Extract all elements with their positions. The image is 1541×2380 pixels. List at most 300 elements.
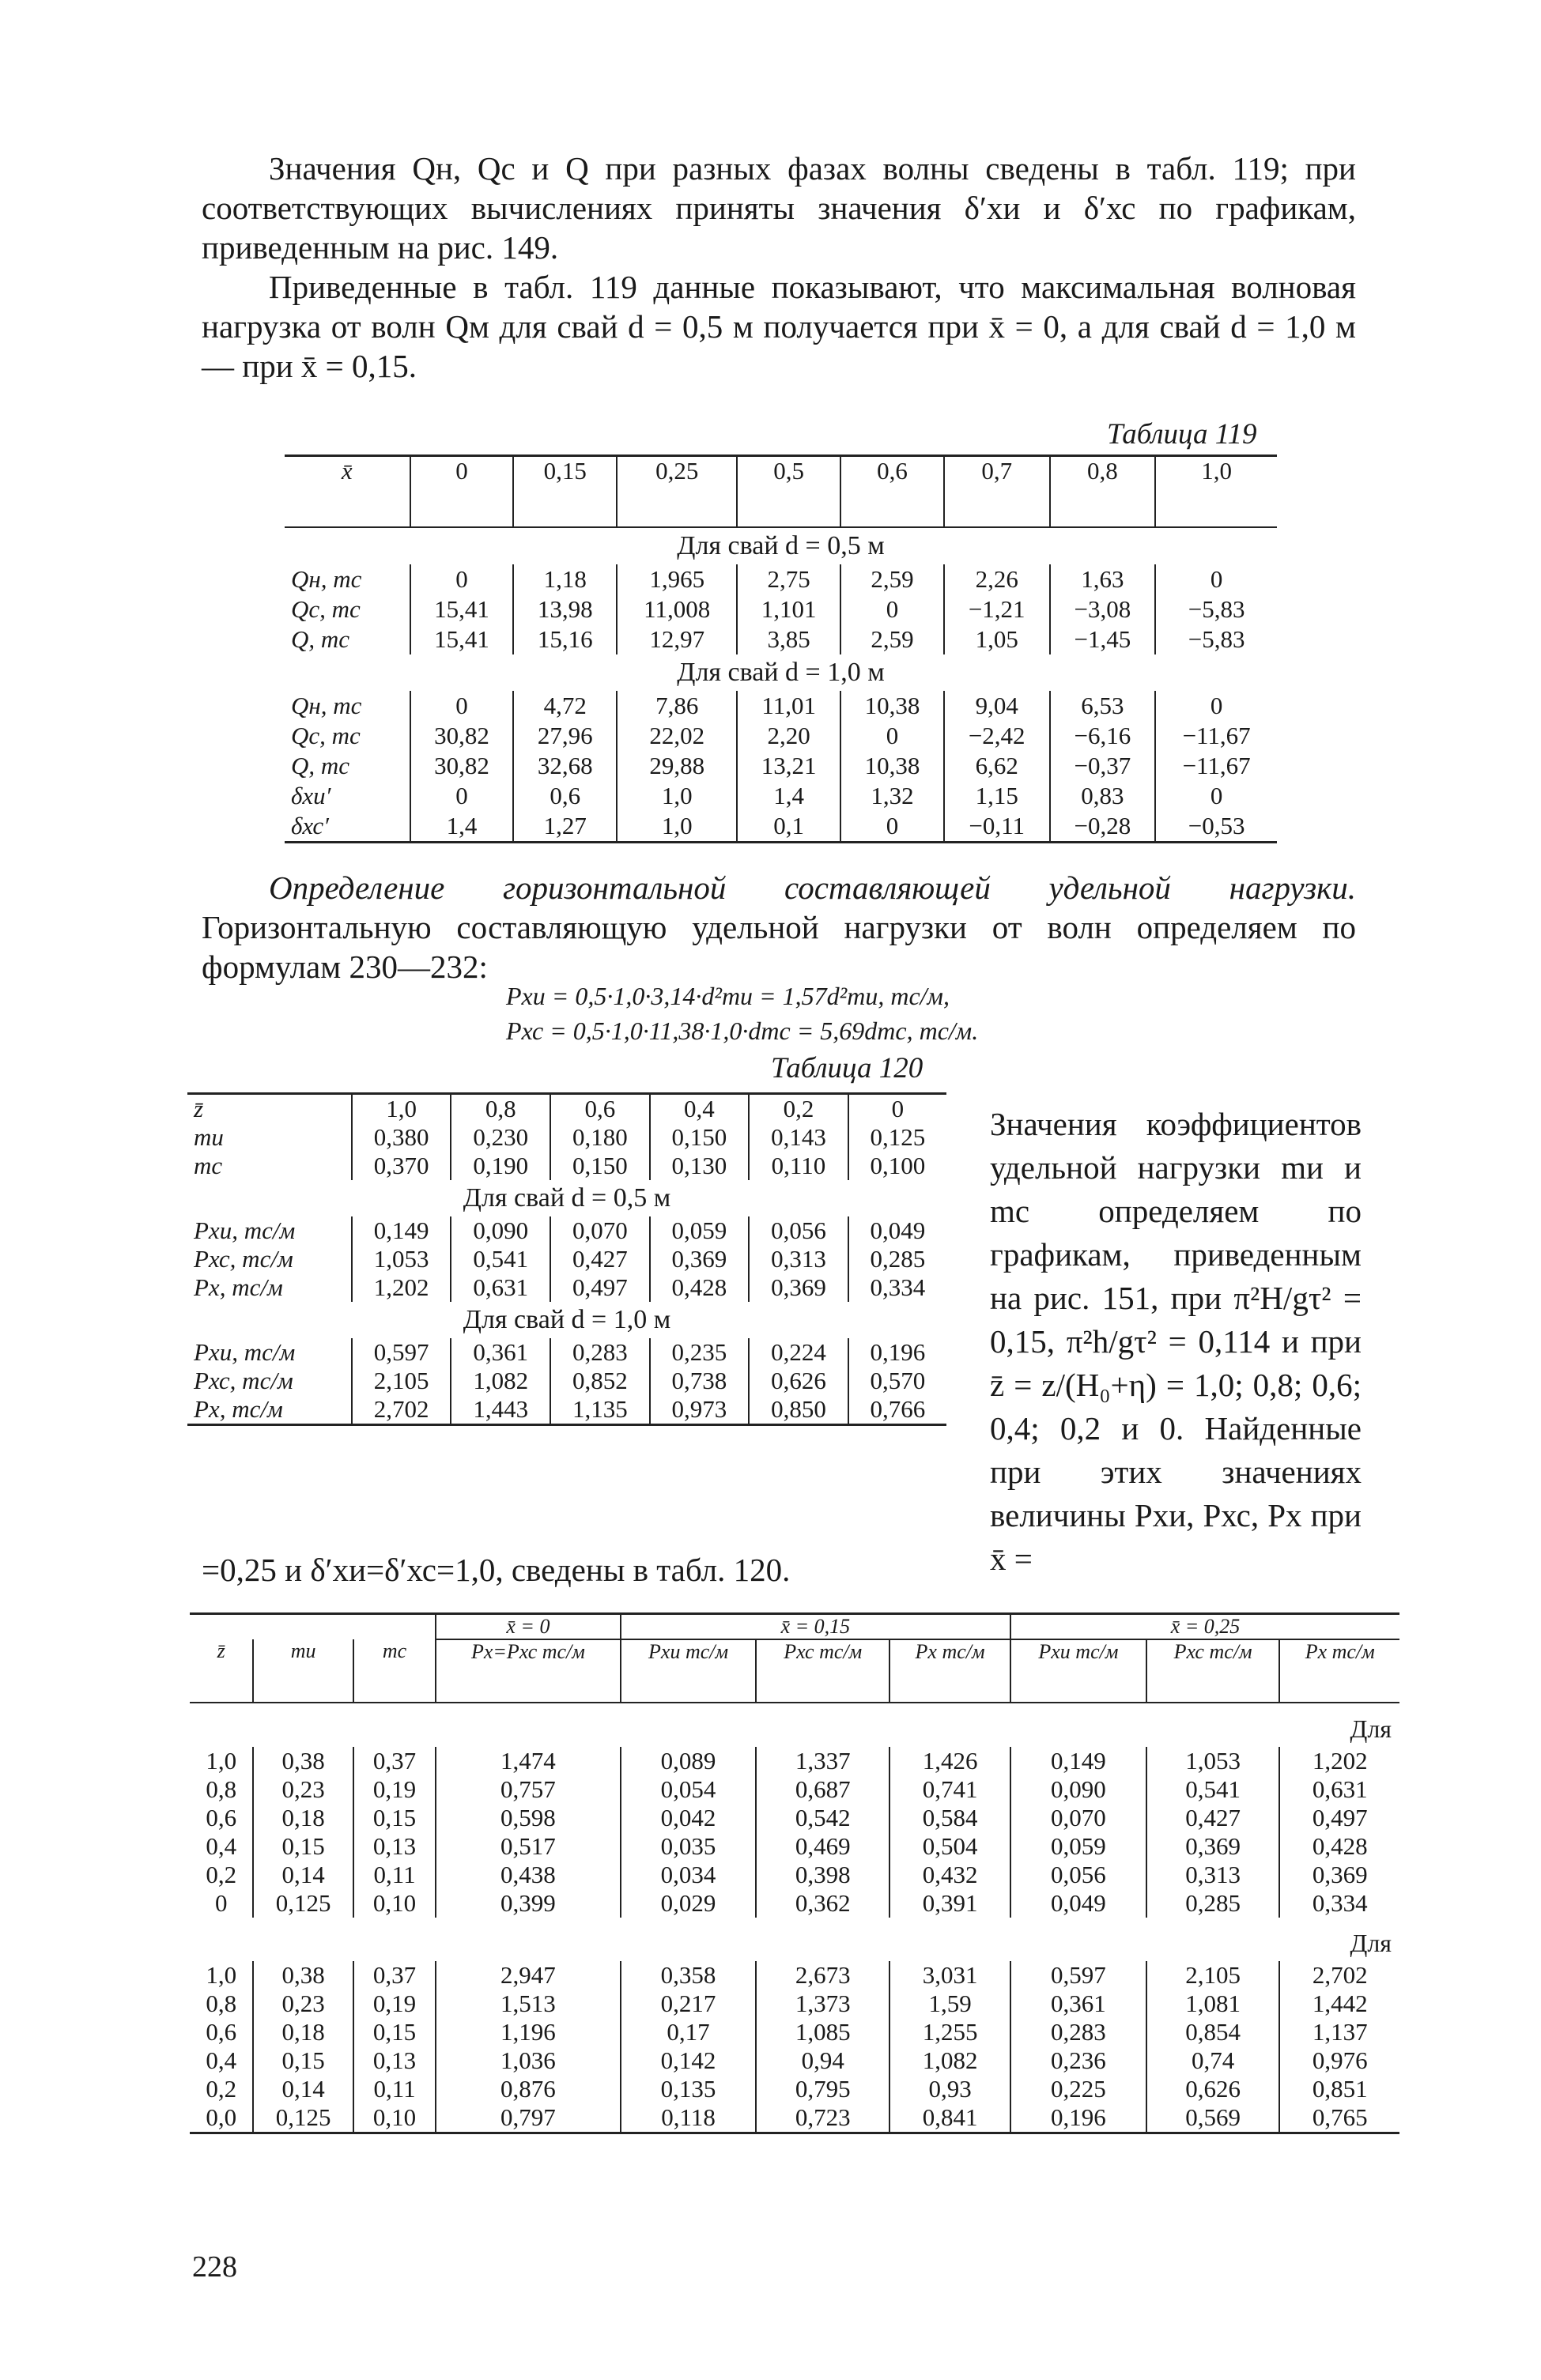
table-bottom-column-header-row (190, 1639, 1399, 1703)
table-bottom-cell: 0,056 (1010, 1861, 1146, 1889)
table-bottom-column-header: mи (253, 1639, 353, 1703)
table-bottom-cell: 1,082 (889, 2046, 1010, 2075)
table-row (187, 1338, 946, 1367)
table-bottom-cell: 0,976 (1279, 2046, 1399, 2075)
table-119-cell: 2,26 (944, 564, 1050, 594)
table-bottom-cell: 0,236 (1010, 2046, 1146, 2075)
table-bottom-cell: 2,105 (1146, 1961, 1280, 1990)
table-119-cell: −0,11 (944, 811, 1050, 843)
table-bottom-cell: 0,469 (756, 1832, 889, 1861)
table-119-cell: −5,83 (1155, 594, 1277, 624)
table-119-cell: −11,67 (1155, 721, 1277, 751)
table-bottom-cell: 0,4 (206, 1832, 237, 1860)
table-119-cell: 0 (410, 781, 514, 811)
table-119-cell: 0 (1155, 691, 1277, 721)
table-row (285, 691, 1277, 721)
table-119-cell: −1,45 (1050, 624, 1156, 654)
table-119 (285, 455, 1277, 843)
table-row (285, 811, 1277, 843)
table-120-cell: 0,100 (848, 1152, 946, 1180)
table-119-cell: −11,67 (1155, 751, 1277, 781)
table-bottom-cell: 0,854 (1146, 2018, 1280, 2046)
table-row (190, 2075, 1399, 2103)
table-119-cell: 0 (410, 564, 514, 594)
table-bottom-group-blank (190, 1614, 436, 1640)
table-bottom-cell: 1,426 (889, 1747, 1010, 1775)
table-bottom-cell: 0,2 (206, 2075, 237, 2103)
table-120-cell: 0,230 (451, 1123, 550, 1152)
table-119-cell: 0,1 (737, 811, 840, 843)
table-120-cell: 0,427 (550, 1245, 650, 1273)
table-bottom-column-header: Pх тс/м (889, 1639, 1010, 1703)
table-bottom-cell: 1,337 (756, 1747, 889, 1775)
table-119-cell: 0 (410, 691, 514, 721)
table-bottom-cell: 0,19 (353, 1990, 436, 2018)
table-bottom-cell: 0,283 (1010, 2018, 1146, 2046)
table-119-cell: 1,32 (840, 781, 944, 811)
table-bottom-cell: 0,125 (253, 2103, 353, 2133)
table-bottom-column-header: Pх тс/м (1279, 1639, 1399, 1703)
table-bottom-cell: 0,74 (1146, 2046, 1280, 2075)
table-120-cell: 0,196 (848, 1338, 946, 1367)
table-bottom-cell: 0,765 (1279, 2103, 1399, 2133)
table-bottom-cell: 0,14 (253, 2075, 353, 2103)
table-119-cell: 30,82 (410, 751, 514, 781)
table-120-cell: 0,369 (749, 1273, 848, 1302)
side-column-text: Значения коэффициентов удельной нагрузки mи и mс определяем по графикам, приведенным на рис. 151, при π²H/gτ² = 0,15, π²h/gτ² = 0,114 и при z̄ = z/(H₀+η) = 1,0; 0,8; 0,6; 0,4; 0,2 и 0. Найденные при этих значениях величины Pхи, Pхс, Pх при x̄ = (990, 1106, 1362, 1577)
table-row (187, 1216, 946, 1245)
table-119-cell: 15,41 (410, 624, 514, 654)
table-bottom-cell: 0,135 (621, 2075, 757, 2103)
table-119-cell: 1,101 (737, 594, 840, 624)
table-120-cell: 0,125 (848, 1123, 946, 1152)
table-119-cell: 32,68 (513, 751, 617, 781)
table-119-cell: 2,59 (840, 564, 944, 594)
table-bottom-cell: 0,8 (206, 1990, 237, 2017)
table-119-cell: 7,86 (617, 691, 737, 721)
table-119-cell: 11,01 (737, 691, 840, 721)
table-119-cell: −0,37 (1050, 751, 1156, 781)
table-120-cell: 0,369 (650, 1245, 750, 1273)
table-120-cell: 0,059 (650, 1216, 750, 1245)
table-bottom-cell: 0,059 (1010, 1832, 1146, 1861)
table-bottom-cell: 0,196 (1010, 2103, 1146, 2133)
table-119-row-label: δхи′ (291, 781, 331, 809)
table-bottom-cell: 0,217 (621, 1990, 757, 2018)
table-bottom-cell: 0,391 (889, 1889, 1010, 1918)
table-bottom-cell: 1,036 (436, 2046, 621, 2075)
table-row (190, 1889, 1399, 1918)
table-row (190, 1775, 1399, 1804)
table-bottom-section-row (190, 1703, 1399, 1747)
table-120-cell: 0,4 (650, 1094, 750, 1124)
table-bottom-column-header: Pхс тс/м (1146, 1639, 1280, 1703)
table-120-row-label: mи (194, 1123, 224, 1151)
table-bottom-cell: 0,089 (621, 1747, 757, 1775)
table-bottom-cell: 0,313 (1146, 1861, 1280, 1889)
table-119-cell: 29,88 (617, 751, 737, 781)
table-119-cell: 0 (1155, 781, 1277, 811)
table-120-cell: 1,053 (352, 1245, 451, 1273)
table-120 (187, 1092, 946, 1426)
table-120-cell: 0,049 (848, 1216, 946, 1245)
table-119-caption: Таблица 119 (1107, 418, 1257, 451)
table-bottom-section-label: Для (1350, 1929, 1392, 1957)
table-bottom-cell: 1,474 (436, 1747, 621, 1775)
table-row (187, 1245, 946, 1273)
table-bottom-cell: 0,090 (1010, 1775, 1146, 1804)
table-119-cell: 0 (840, 811, 944, 843)
table-120-row-label: Pх, тс/м (194, 1395, 283, 1423)
table-bottom-cell: 0,18 (253, 2018, 353, 2046)
table-bottom-cell: 0,795 (756, 2075, 889, 2103)
table-119-row-label: Q, тс (291, 751, 350, 779)
table-120-row-label: Pхи, тс/м (194, 1216, 296, 1244)
table-bottom-cell: 0,797 (436, 2103, 621, 2133)
table-bottom-cell: 0,358 (621, 1961, 757, 1990)
table-bottom-cell: 0,93 (889, 2075, 1010, 2103)
table-row (285, 624, 1277, 654)
table-120-section-row (187, 1302, 946, 1338)
table-120-cell: 0,313 (749, 1245, 848, 1273)
table-row (190, 1961, 1399, 1990)
table-119-header-row (285, 456, 1277, 527)
table-bottom-cell: 0,432 (889, 1861, 1010, 1889)
table-119-cell: 27,96 (513, 721, 617, 751)
table-bottom-cell: 0,94 (756, 2046, 889, 2075)
table-119-cell: 1,63 (1050, 564, 1156, 594)
table-bottom-cell: 0 (214, 1889, 228, 1917)
table-119-cell: 0 (840, 594, 944, 624)
table-120-cell: 0,428 (650, 1273, 750, 1302)
table-120-cell: 0,150 (650, 1123, 750, 1152)
table-120-cell: 0,130 (650, 1152, 750, 1180)
intro-paragraph-2: Приведенные в табл. 119 данные показывают, что максимальная волновая нагрузка от волн Qм для свай d = 0,5 м получается при x̄ = 0, а для свай d = 1,0 м — при x̄ = 0,15. (202, 269, 1356, 384)
table-bottom-cell: 0,37 (353, 1961, 436, 1990)
table-row (190, 1747, 1399, 1775)
table-119-row-label: Qс, тс (291, 721, 361, 749)
table-bottom-cell: 0,042 (621, 1804, 757, 1832)
table-119-row-label: Qс, тс (291, 594, 361, 623)
table-bottom-cell: 0,631 (1279, 1775, 1399, 1804)
table-119-cell: 1,4 (410, 811, 514, 843)
table-120-row-label: Pхс, тс/м (194, 1367, 293, 1394)
table-120-cell: 0,597 (352, 1338, 451, 1367)
table-119-cell: −2,42 (944, 721, 1050, 751)
table-bottom-cell: 0,6 (206, 1804, 237, 1831)
table-bottom-cell: 0,034 (621, 1861, 757, 1889)
table-bottom-cell: 0,035 (621, 1832, 757, 1861)
table-row (285, 781, 1277, 811)
table-120-cell: 0,626 (749, 1367, 848, 1395)
table-119-cell: 1,0 (617, 781, 737, 811)
table-bottom-cell: 1,0 (206, 1747, 237, 1775)
table-bottom-column-header: Pхи тс/м (621, 1639, 757, 1703)
table-119-column-header: 1,0 (1155, 456, 1277, 527)
table-120-cell: 0,334 (848, 1273, 946, 1302)
table-120-cell: 1,443 (451, 1395, 550, 1425)
table-row (285, 564, 1277, 594)
table-bottom-cell: 0,19 (353, 1775, 436, 1804)
table-row (190, 2103, 1399, 2133)
table-bottom-cell: 0,876 (436, 2075, 621, 2103)
table-bottom-cell: 0,23 (253, 1990, 353, 2018)
table-119-section-label: Для свай d = 0,5 м (677, 530, 885, 560)
table-119-cell: 12,97 (617, 624, 737, 654)
table-119-column-header: 0,15 (513, 456, 617, 527)
table-bottom-cell: 1,196 (436, 2018, 621, 2046)
table-119-cell: 0,6 (513, 781, 617, 811)
table-bottom-cell: 2,947 (436, 1961, 621, 1990)
table-119-cell: −0,53 (1155, 811, 1277, 843)
table-row (190, 1832, 1399, 1861)
table-120-cell: 0,8 (451, 1094, 550, 1124)
table-120-row-label: Pхс, тс/м (194, 1245, 293, 1273)
table-119-cell: −5,83 (1155, 624, 1277, 654)
table-bottom-cell: 0,398 (756, 1861, 889, 1889)
table-120-cell: 0,285 (848, 1245, 946, 1273)
table-120-cell: 0,852 (550, 1367, 650, 1395)
table-row (190, 1804, 1399, 1832)
table-119-cell: 15,41 (410, 594, 514, 624)
table-119-section-row (285, 527, 1277, 564)
table-120-cell: 0,738 (650, 1367, 750, 1395)
table-119-cell: 1,4 (737, 781, 840, 811)
table-120-section-label: Для свай d = 1,0 м (463, 1305, 671, 1334)
table-bottom-cell: 1,053 (1146, 1747, 1280, 1775)
table-bottom-cell: 0,118 (621, 2103, 757, 2133)
table-120-cell: 0,224 (749, 1338, 848, 1367)
table-120-cell: 0 (848, 1094, 946, 1124)
intro-text (202, 149, 1356, 386)
table-119-cell: 1,27 (513, 811, 617, 843)
table-119-cell: 1,965 (617, 564, 737, 594)
table-120-cell: 0,149 (352, 1216, 451, 1245)
table-bottom-cell: 0,23 (253, 1775, 353, 1804)
table-120-cell: 0,497 (550, 1273, 650, 1302)
table-120-cell: 0,766 (848, 1395, 946, 1425)
section-heading (202, 868, 1356, 986)
table-bottom-cell: 1,442 (1279, 1990, 1399, 2018)
table-120-cell: 0,110 (749, 1152, 848, 1180)
table-bottom-cell: 0,38 (253, 1747, 353, 1775)
table-row (190, 2018, 1399, 2046)
table-bottom-cell: 0,125 (253, 1889, 353, 1918)
table-119-column-header: 0,8 (1050, 456, 1156, 527)
table-bottom-cell: 0,8 (206, 1775, 237, 1803)
table-bottom-cell: 0,13 (353, 1832, 436, 1861)
table-bottom-cell: 2,702 (1279, 1961, 1399, 1990)
table-120-cell: 0,361 (451, 1338, 550, 1367)
table-row (285, 721, 1277, 751)
table-bottom-cell: 0,17 (621, 2018, 757, 2046)
table-119-cell: 22,02 (617, 721, 737, 751)
table-119-cell: 1,15 (944, 781, 1050, 811)
table-bottom-cell: 0,597 (1010, 1961, 1146, 1990)
table-bottom-cell: 0,723 (756, 2103, 889, 2133)
table-bottom-group-header-row (190, 1614, 1399, 1640)
table-119-cell: 0 (840, 721, 944, 751)
table-bottom-cell: 0,841 (889, 2103, 1010, 2133)
table-120-caption: Таблица 120 (771, 1052, 923, 1084)
table-bottom-cell: 0,15 (253, 1832, 353, 1861)
table-bottom-cell: 0,427 (1146, 1804, 1280, 1832)
table-119-column-header: 0,25 (617, 456, 737, 527)
table-120-header-row (187, 1123, 946, 1152)
table-119-cell: 13,21 (737, 751, 840, 781)
table-bottom-column-header: Pх=Pхс тс/м (436, 1639, 621, 1703)
table-120-cell: 0,150 (550, 1152, 650, 1180)
table-120-row-label: mс (194, 1152, 223, 1179)
table-bottom-cell: 0,029 (621, 1889, 757, 1918)
table-120-cell: 2,105 (352, 1367, 451, 1395)
table-bottom-cell: 2,673 (756, 1961, 889, 1990)
table-bottom-cell: 0,598 (436, 1804, 621, 1832)
table-119-cell: 0,83 (1050, 781, 1156, 811)
table-120-cell: 0,370 (352, 1152, 451, 1180)
table-120-note: =0,25 и δ′хи=δ′хс=1,0, сведены в табл. 120. (202, 1552, 791, 1588)
table-bottom-cell: 1,513 (436, 1990, 621, 2018)
table-120-cell: 0,541 (451, 1245, 550, 1273)
table-bottom-cell: 1,137 (1279, 2018, 1399, 2046)
formula-phc: Pхс = 0,5·1,0·11,38·1,0·dmс = 5,69dmс, тс/м. (506, 1016, 979, 1045)
table-119-cell: 10,38 (840, 751, 944, 781)
table-row (187, 1273, 946, 1302)
table-119-cell: 2,75 (737, 564, 840, 594)
table-bottom-cell: 3,031 (889, 1961, 1010, 1990)
table-120-cell: 0,973 (650, 1395, 750, 1425)
table-bottom-cell: 0,11 (353, 2075, 436, 2103)
table-bottom-column-header: Pхс тс/м (756, 1639, 889, 1703)
table-bottom-cell: 0,15 (353, 2018, 436, 2046)
table-bottom-column-header: Pхи тс/м (1010, 1639, 1146, 1703)
table-119-section-row (285, 654, 1277, 691)
table-bottom-cell: 0,285 (1146, 1889, 1280, 1918)
table-bottom-column-header: z̄ (217, 1639, 225, 1662)
table-bottom-cell: 0,741 (889, 1775, 1010, 1804)
table-120-cell: 0,2 (749, 1094, 848, 1124)
table-120-row-label: z̄ (194, 1095, 204, 1122)
table-bottom-cell: 0,569 (1146, 2103, 1280, 2133)
table-bottom-cell: 0,15 (253, 2046, 353, 2075)
table-119-row-label: Qн, тс (291, 564, 362, 593)
table-120-cell: 0,235 (650, 1338, 750, 1367)
table-119-column-header: 0 (410, 456, 514, 527)
table-119-section-label: Для свай d = 1,0 м (677, 657, 885, 687)
table-119-cell: 10,38 (840, 691, 944, 721)
table-row (190, 2046, 1399, 2075)
table-bottom-cell: 0,438 (436, 1861, 621, 1889)
table-row (285, 751, 1277, 781)
table-bottom-cell: 0,18 (253, 1804, 353, 1832)
table-bottom-cell: 0,542 (756, 1804, 889, 1832)
table-119-row-label: Q, тс (291, 624, 350, 653)
table-bottom-cell: 0,369 (1146, 1832, 1280, 1861)
table-bottom-cell: 0,626 (1146, 2075, 1280, 2103)
table-bottom-cell: 0,504 (889, 1832, 1010, 1861)
table-row (190, 1861, 1399, 1889)
table-120-cell: 0,6 (550, 1094, 650, 1124)
table-bottom-cell: 1,255 (889, 2018, 1010, 2046)
table-119-cell: −6,16 (1050, 721, 1156, 751)
table-119-cell: 9,04 (944, 691, 1050, 721)
table-120-cell: 0,190 (451, 1152, 550, 1180)
table-bottom-cell: 0,517 (436, 1832, 621, 1861)
table-row (285, 594, 1277, 624)
table-bottom-cell: 0,070 (1010, 1804, 1146, 1832)
table-120-cell: 2,702 (352, 1395, 451, 1425)
table-119-cell: 15,16 (513, 624, 617, 654)
table-bottom-cell: 0,369 (1279, 1861, 1399, 1889)
table-120-cell: 0,180 (550, 1123, 650, 1152)
table-119-cell: 3,85 (737, 624, 840, 654)
table-bottom-cell: 0,38 (253, 1961, 353, 1990)
table-bottom-cell: 0,851 (1279, 2075, 1399, 2103)
table-120-cell: 0,850 (749, 1395, 848, 1425)
table-119-cell: 2,59 (840, 624, 944, 654)
table-119-cell: 11,008 (617, 594, 737, 624)
intro-paragraph-1: Значения Qн, Qс и Q при разных фазах волны сведены в табл. 119; при соответствующих вычислениях приняты значения δ′хи и δ′хс по графикам, приведенным на рис. 149. (202, 150, 1356, 266)
table-bottom-cell: 0,541 (1146, 1775, 1280, 1804)
table-bottom-column-header: mс (353, 1639, 436, 1703)
table-119-cell: −3,08 (1050, 594, 1156, 624)
table-bottom-cell: 0,14 (253, 1861, 353, 1889)
table-bottom-cell: 1,202 (1279, 1747, 1399, 1775)
table-120-cell: 0,631 (451, 1273, 550, 1302)
table-120-row-label: Pхи, тс/м (194, 1338, 296, 1366)
table-bottom-cell: 0,687 (756, 1775, 889, 1804)
table-bottom-cell: 0,361 (1010, 1990, 1146, 2018)
table-119-header-x: x̄ (341, 457, 353, 485)
table-120-row-label: Pх, тс/м (194, 1273, 283, 1301)
table-bottom-cell: 1,085 (756, 2018, 889, 2046)
table-120-cell: 0,283 (550, 1338, 650, 1367)
table-bottom (190, 1612, 1399, 2134)
table-bottom-cell: 0,054 (621, 1775, 757, 1804)
table-bottom-cell: 0,757 (436, 1775, 621, 1804)
table-bottom-cell: 0,362 (756, 1889, 889, 1918)
page-number: 228 (192, 2250, 237, 2284)
table-119-cell: −1,21 (944, 594, 1050, 624)
table-bottom-cell: 0,049 (1010, 1889, 1146, 1918)
table-bottom-cell: 0,149 (1010, 1747, 1146, 1775)
table-119-cell: 1,0 (617, 811, 737, 843)
table-bottom-group-header: x̄ = 0,15 (621, 1614, 1010, 1640)
table-120-cell: 1,135 (550, 1395, 650, 1425)
table-bottom-cell: 0,10 (353, 1889, 436, 1918)
table-120-section-label: Для свай d = 0,5 м (463, 1183, 671, 1213)
table-119-cell: 2,20 (737, 721, 840, 751)
table-bottom-cell: 0,225 (1010, 2075, 1146, 2103)
table-bottom-cell: 0,334 (1279, 1889, 1399, 1918)
table-120-header-row (187, 1152, 946, 1180)
formula-phi: Pхи = 0,5·1,0·3,14·d²mи = 1,57d²mи, тс/м, (506, 982, 950, 1010)
table-bottom-cell: 1,59 (889, 1990, 1010, 2018)
table-120-cell: 0,056 (749, 1216, 848, 1245)
table-bottom-cell: 0,15 (353, 1804, 436, 1832)
table-bottom-cell: 0,11 (353, 1861, 436, 1889)
table-119-cell: 30,82 (410, 721, 514, 751)
table-119-column-header: 0,6 (840, 456, 944, 527)
table-120-cell: 1,082 (451, 1367, 550, 1395)
table-bottom-section-label: Для (1350, 1714, 1392, 1743)
table-bottom-cell: 0,0 (206, 2103, 237, 2131)
table-120-section-row (187, 1180, 946, 1216)
table-bottom-cell: 1,081 (1146, 1990, 1280, 2018)
table-119-column-header: 0,5 (737, 456, 840, 527)
table-bottom-cell: 0,584 (889, 1804, 1010, 1832)
table-119-cell: 13,98 (513, 594, 617, 624)
